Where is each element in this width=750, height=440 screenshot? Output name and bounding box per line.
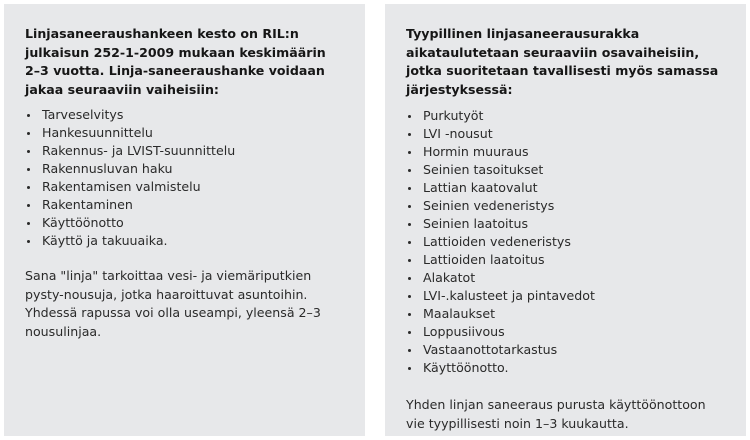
left-panel-outro: Sana "linja" tarkoittaa vesi- ja viemäriputkien pysty-nousuja, jotka haaroittuvat asuntoihin. Yhdessä rapussa voi olla useampi, yleensä 2–3 nousulinjaa. xyxy=(25,268,321,339)
list-item: LVI-.kalusteet ja pintavedot xyxy=(406,287,724,305)
list-item: Vastaanottotarkastus xyxy=(406,341,724,359)
right-info-panel xyxy=(385,4,746,436)
list-item: Tarveselvitys xyxy=(25,106,343,124)
list-item: Hormin muuraus xyxy=(406,143,724,161)
list-item: Käyttö ja takuuaika. xyxy=(25,232,343,250)
list-item: Rakentaminen xyxy=(25,196,343,214)
list-item: Maalaukset xyxy=(406,305,724,323)
left-panel-intro: Linjasaneeraushankeen kesto on RIL:n julkaisun 252-1-2009 mukaan keskimäärin 2–3 vuotta. Linja-saneeraushanke voidaan jakaa seuraaviin vaiheisiin: xyxy=(25,26,326,97)
list-item: Alakatot xyxy=(406,269,724,287)
work-stages-list xyxy=(406,107,724,377)
list-item: Käyttöönotto xyxy=(25,214,343,232)
right-panel-intro: Tyypillinen linjasaneerausurakka aikataulutetaan seuraaviin osavaiheisiin, jotka suoritetaan tavallisesti myös samassa järjestyksessä: xyxy=(406,26,719,97)
list-item: Purkutyöt xyxy=(406,107,724,125)
list-item: Seinien vedeneristys xyxy=(406,197,724,215)
list-item: Hankesuunnittelu xyxy=(25,124,343,142)
list-item: Lattian kaatovalut xyxy=(406,179,724,197)
left-info-panel xyxy=(4,4,365,436)
list-item: Lattioiden laatoitus xyxy=(406,251,724,269)
list-item: LVI -nousut xyxy=(406,125,724,143)
list-item: Seinien tasoitukset xyxy=(406,161,724,179)
list-item: Käyttöönotto. xyxy=(406,359,724,377)
project-phases-list xyxy=(25,106,343,250)
right-panel-outro: Yhden linjan saneeraus purusta käyttöönottoon vie tyypillisesti noin 1–3 kuukautta. xyxy=(406,397,706,431)
list-item: Seinien laatoitus xyxy=(406,215,724,233)
list-item: Loppusiivous xyxy=(406,323,724,341)
list-item: Lattioiden vedeneristys xyxy=(406,233,724,251)
list-item: Rakentamisen valmistelu xyxy=(25,178,343,196)
list-item: Rakennus- ja LVIST-suunnittelu xyxy=(25,142,343,160)
list-item: Rakennusluvan haku xyxy=(25,160,343,178)
